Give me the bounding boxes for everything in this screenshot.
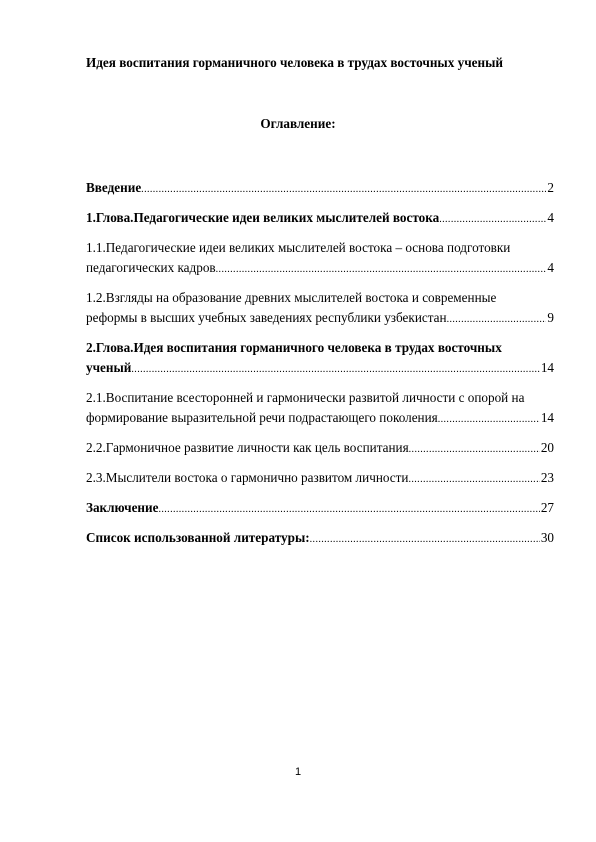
toc-entry-section-2-3[interactable] xyxy=(86,468,554,490)
toc-leader-dots xyxy=(438,410,540,430)
toc-entry-conclusion[interactable] xyxy=(86,498,554,520)
toc-entry-section-2-1[interactable] xyxy=(86,388,554,430)
page-number: 1 xyxy=(294,766,302,778)
toc-entry-section-1-2[interactable] xyxy=(86,288,554,330)
toc-entry-text: формирование выразительной речи подрастающего поколения xyxy=(86,410,438,425)
toc-entry-text: реформы в высших учебных заведениях республики узбекистан xyxy=(86,310,447,325)
toc-page-number: 4 xyxy=(547,210,554,225)
toc-page-number: 9 xyxy=(547,310,554,325)
toc-heading: Оглавление: xyxy=(260,116,336,131)
toc-entry-section-2-2[interactable] xyxy=(86,438,554,460)
toc-entry-text: Список использованной литературы: xyxy=(86,530,310,545)
toc-leader-dots xyxy=(447,310,547,330)
toc-entry-section-1-1[interactable] xyxy=(86,238,554,280)
toc-entry-text: 2.3.Мыслители востока о гармонично развитом личности xyxy=(86,470,409,485)
toc-page-number: 30 xyxy=(540,530,554,545)
toc-page-number: 14 xyxy=(540,360,554,375)
toc-entry-text: ученый xyxy=(86,360,132,375)
toc-entry-text-line1: 1.1.Педагогические идеи великих мыслителей востока – основа подготовки xyxy=(86,240,511,255)
toc-entry-chapter-2[interactable] xyxy=(86,338,554,380)
toc-page-number: 27 xyxy=(540,500,554,515)
toc-leader-dots xyxy=(310,530,540,550)
toc-entry-text: Введение xyxy=(86,180,142,195)
toc-page-number: 23 xyxy=(540,470,554,485)
toc-entry-text-line1: 2.Глова.Идея воспитания горманичного человека в трудах восточных xyxy=(86,340,502,355)
toc-entry-text: 2.2.Гармоничное развитие личности как цель воспитания xyxy=(86,440,409,455)
table-of-contents xyxy=(86,178,554,558)
toc-page-number: 14 xyxy=(540,410,554,425)
toc-leader-dots xyxy=(439,210,546,230)
toc-entry-chapter-1[interactable] xyxy=(86,208,554,230)
toc-leader-dots xyxy=(141,180,546,200)
toc-leader-dots xyxy=(131,360,539,380)
toc-page-number: 20 xyxy=(540,440,554,455)
toc-page-number: 4 xyxy=(547,260,554,275)
toc-leader-dots xyxy=(158,500,539,520)
toc-leader-dots xyxy=(216,260,547,280)
toc-entry-text-line1: 1.2.Взгляды на образование древних мыслителей востока и современные xyxy=(86,290,497,305)
toc-entry-introduction[interactable] xyxy=(86,178,554,200)
toc-entry-text: педагогических кадров xyxy=(86,260,216,275)
toc-leader-dots xyxy=(408,470,539,490)
toc-entry-references[interactable] xyxy=(86,528,554,550)
toc-entry-text-line1: 2.1.Воспитание всесторонней и гармонически развитой личности с опорой на xyxy=(86,390,525,405)
toc-entry-text: Заключение xyxy=(86,500,159,515)
document-title: Идея воспитания горманичного человека в трудах восточных ученый xyxy=(86,55,503,70)
toc-entry-text: 1.Глова.Педагогические идеи великих мыслителей востока xyxy=(86,210,440,225)
toc-leader-dots xyxy=(409,440,540,460)
toc-page-number: 2 xyxy=(547,180,554,195)
